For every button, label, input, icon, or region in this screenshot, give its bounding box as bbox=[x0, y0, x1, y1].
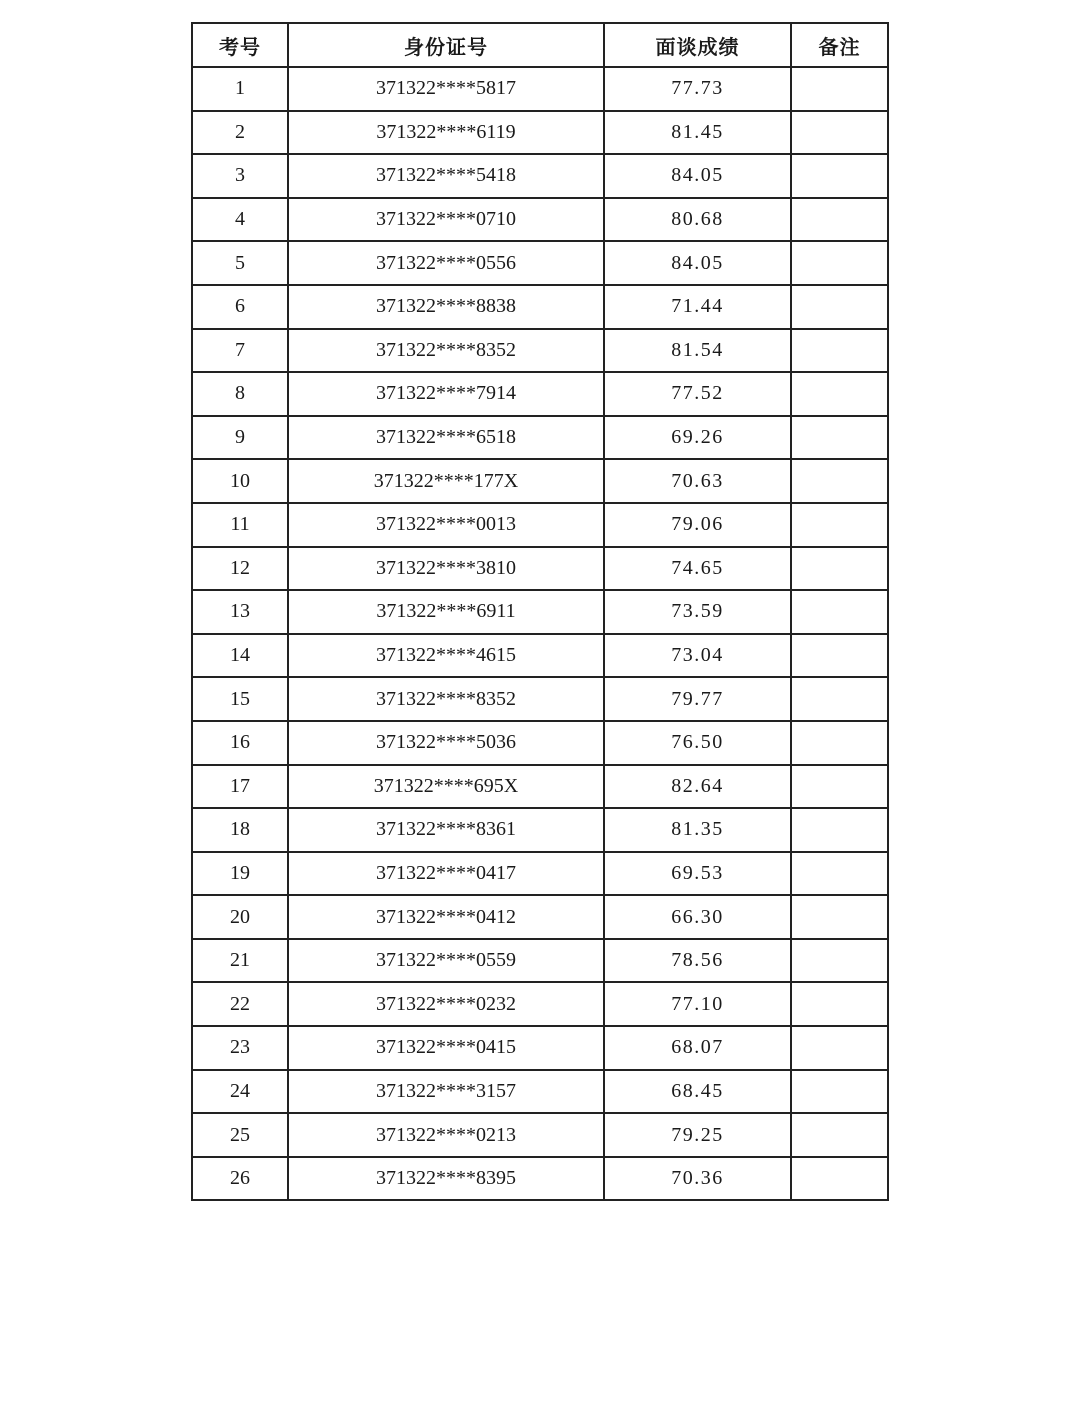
table-row bbox=[192, 982, 888, 1026]
table-row bbox=[192, 808, 888, 852]
cell-exam-no: 3 bbox=[192, 154, 288, 198]
cell-id-no: 371322****4615 bbox=[288, 634, 604, 678]
table-row bbox=[192, 1157, 888, 1201]
cell-id-no: 371322****0232 bbox=[288, 982, 604, 1026]
cell-exam-no: 13 bbox=[192, 590, 288, 634]
cell-interview-score: 73.59 bbox=[604, 590, 791, 634]
cell-id-no: 371322****0710 bbox=[288, 198, 604, 242]
cell-remark bbox=[791, 634, 888, 678]
table-row bbox=[192, 198, 888, 242]
cell-interview-score: 71.44 bbox=[604, 285, 791, 329]
table-row bbox=[192, 372, 888, 416]
cell-interview-score: 66.30 bbox=[604, 895, 791, 939]
cell-interview-score: 69.53 bbox=[604, 852, 791, 896]
table-row bbox=[192, 1026, 888, 1070]
table-row bbox=[192, 721, 888, 765]
cell-exam-no: 14 bbox=[192, 634, 288, 678]
table-row bbox=[192, 1070, 888, 1114]
cell-id-no: 371322****0559 bbox=[288, 939, 604, 983]
cell-remark bbox=[791, 154, 888, 198]
cell-interview-score: 77.52 bbox=[604, 372, 791, 416]
cell-interview-score: 78.56 bbox=[604, 939, 791, 983]
cell-exam-no: 19 bbox=[192, 852, 288, 896]
cell-exam-no: 5 bbox=[192, 241, 288, 285]
cell-id-no: 371322****8361 bbox=[288, 808, 604, 852]
cell-exam-no: 25 bbox=[192, 1113, 288, 1157]
cell-interview-score: 84.05 bbox=[604, 154, 791, 198]
cell-remark bbox=[791, 416, 888, 460]
cell-interview-score: 77.10 bbox=[604, 982, 791, 1026]
table-row bbox=[192, 154, 888, 198]
table-row bbox=[192, 67, 888, 111]
cell-id-no: 371322****0213 bbox=[288, 1113, 604, 1157]
cell-id-no: 371322****5036 bbox=[288, 721, 604, 765]
cell-interview-score: 81.35 bbox=[604, 808, 791, 852]
cell-id-no: 371322****695X bbox=[288, 765, 604, 809]
cell-id-no: 371322****6119 bbox=[288, 111, 604, 155]
table-row bbox=[192, 111, 888, 155]
cell-id-no: 371322****7914 bbox=[288, 372, 604, 416]
cell-remark bbox=[791, 241, 888, 285]
cell-interview-score: 79.06 bbox=[604, 503, 791, 547]
cell-exam-no: 16 bbox=[192, 721, 288, 765]
cell-exam-no: 6 bbox=[192, 285, 288, 329]
cell-remark bbox=[791, 1070, 888, 1114]
cell-id-no: 371322****5817 bbox=[288, 67, 604, 111]
cell-remark bbox=[791, 895, 888, 939]
cell-exam-no: 20 bbox=[192, 895, 288, 939]
table-row bbox=[192, 590, 888, 634]
cell-id-no: 371322****5418 bbox=[288, 154, 604, 198]
table-body bbox=[192, 67, 888, 1200]
cell-interview-score: 69.26 bbox=[604, 416, 791, 460]
cell-interview-score: 68.07 bbox=[604, 1026, 791, 1070]
cell-remark bbox=[791, 852, 888, 896]
cell-exam-no: 23 bbox=[192, 1026, 288, 1070]
cell-remark bbox=[791, 939, 888, 983]
cell-interview-score: 70.63 bbox=[604, 459, 791, 503]
header-exam-no: 考号 bbox=[192, 23, 288, 67]
header-row bbox=[192, 23, 888, 67]
cell-remark bbox=[791, 677, 888, 721]
cell-remark bbox=[791, 67, 888, 111]
table-row bbox=[192, 416, 888, 460]
cell-exam-no: 4 bbox=[192, 198, 288, 242]
cell-interview-score: 81.54 bbox=[604, 329, 791, 373]
cell-remark bbox=[791, 765, 888, 809]
cell-exam-no: 15 bbox=[192, 677, 288, 721]
cell-id-no: 371322****8395 bbox=[288, 1157, 604, 1201]
cell-remark bbox=[791, 590, 888, 634]
cell-remark bbox=[791, 808, 888, 852]
cell-id-no: 371322****8838 bbox=[288, 285, 604, 329]
cell-id-no: 371322****6911 bbox=[288, 590, 604, 634]
cell-remark bbox=[791, 285, 888, 329]
cell-exam-no: 18 bbox=[192, 808, 288, 852]
table-row bbox=[192, 852, 888, 896]
table-row bbox=[192, 765, 888, 809]
cell-id-no: 371322****8352 bbox=[288, 329, 604, 373]
cell-remark bbox=[791, 982, 888, 1026]
cell-remark bbox=[791, 1157, 888, 1201]
cell-exam-no: 24 bbox=[192, 1070, 288, 1114]
score-table bbox=[191, 22, 889, 1201]
table-row bbox=[192, 241, 888, 285]
cell-remark bbox=[791, 721, 888, 765]
header-interview-score: 面谈成绩 bbox=[604, 23, 791, 67]
cell-exam-no: 26 bbox=[192, 1157, 288, 1201]
table-row bbox=[192, 895, 888, 939]
cell-interview-score: 68.45 bbox=[604, 1070, 791, 1114]
table-row bbox=[192, 329, 888, 373]
cell-remark bbox=[791, 111, 888, 155]
cell-id-no: 371322****0415 bbox=[288, 1026, 604, 1070]
table-row bbox=[192, 939, 888, 983]
header-id-no: 身份证号 bbox=[288, 23, 604, 67]
table-row bbox=[192, 634, 888, 678]
table-row bbox=[192, 285, 888, 329]
cell-exam-no: 7 bbox=[192, 329, 288, 373]
cell-remark bbox=[791, 372, 888, 416]
cell-interview-score: 79.25 bbox=[604, 1113, 791, 1157]
cell-id-no: 371322****0013 bbox=[288, 503, 604, 547]
cell-exam-no: 12 bbox=[192, 547, 288, 591]
cell-interview-score: 73.04 bbox=[604, 634, 791, 678]
cell-remark bbox=[791, 198, 888, 242]
cell-id-no: 371322****0412 bbox=[288, 895, 604, 939]
table-row bbox=[192, 1113, 888, 1157]
cell-id-no: 371322****0417 bbox=[288, 852, 604, 896]
cell-interview-score: 76.50 bbox=[604, 721, 791, 765]
cell-remark bbox=[791, 547, 888, 591]
table-row bbox=[192, 547, 888, 591]
cell-interview-score: 79.77 bbox=[604, 677, 791, 721]
cell-interview-score: 81.45 bbox=[604, 111, 791, 155]
cell-interview-score: 77.73 bbox=[604, 67, 791, 111]
cell-id-no: 371322****8352 bbox=[288, 677, 604, 721]
cell-id-no: 371322****177X bbox=[288, 459, 604, 503]
cell-interview-score: 70.36 bbox=[604, 1157, 791, 1201]
cell-id-no: 371322****6518 bbox=[288, 416, 604, 460]
cell-id-no: 371322****3157 bbox=[288, 1070, 604, 1114]
cell-remark bbox=[791, 503, 888, 547]
cell-exam-no: 22 bbox=[192, 982, 288, 1026]
cell-exam-no: 2 bbox=[192, 111, 288, 155]
cell-remark bbox=[791, 459, 888, 503]
cell-id-no: 371322****3810 bbox=[288, 547, 604, 591]
table-header bbox=[192, 23, 888, 67]
cell-exam-no: 9 bbox=[192, 416, 288, 460]
cell-id-no: 371322****0556 bbox=[288, 241, 604, 285]
cell-remark bbox=[791, 329, 888, 373]
cell-remark bbox=[791, 1026, 888, 1070]
cell-interview-score: 84.05 bbox=[604, 241, 791, 285]
cell-exam-no: 10 bbox=[192, 459, 288, 503]
table-row bbox=[192, 503, 888, 547]
cell-interview-score: 74.65 bbox=[604, 547, 791, 591]
cell-exam-no: 21 bbox=[192, 939, 288, 983]
header-remark: 备注 bbox=[791, 23, 888, 67]
cell-exam-no: 17 bbox=[192, 765, 288, 809]
cell-interview-score: 82.64 bbox=[604, 765, 791, 809]
table-row bbox=[192, 677, 888, 721]
cell-exam-no: 11 bbox=[192, 503, 288, 547]
cell-exam-no: 8 bbox=[192, 372, 288, 416]
cell-interview-score: 80.68 bbox=[604, 198, 791, 242]
cell-exam-no: 1 bbox=[192, 67, 288, 111]
cell-remark bbox=[791, 1113, 888, 1157]
table-row bbox=[192, 459, 888, 503]
